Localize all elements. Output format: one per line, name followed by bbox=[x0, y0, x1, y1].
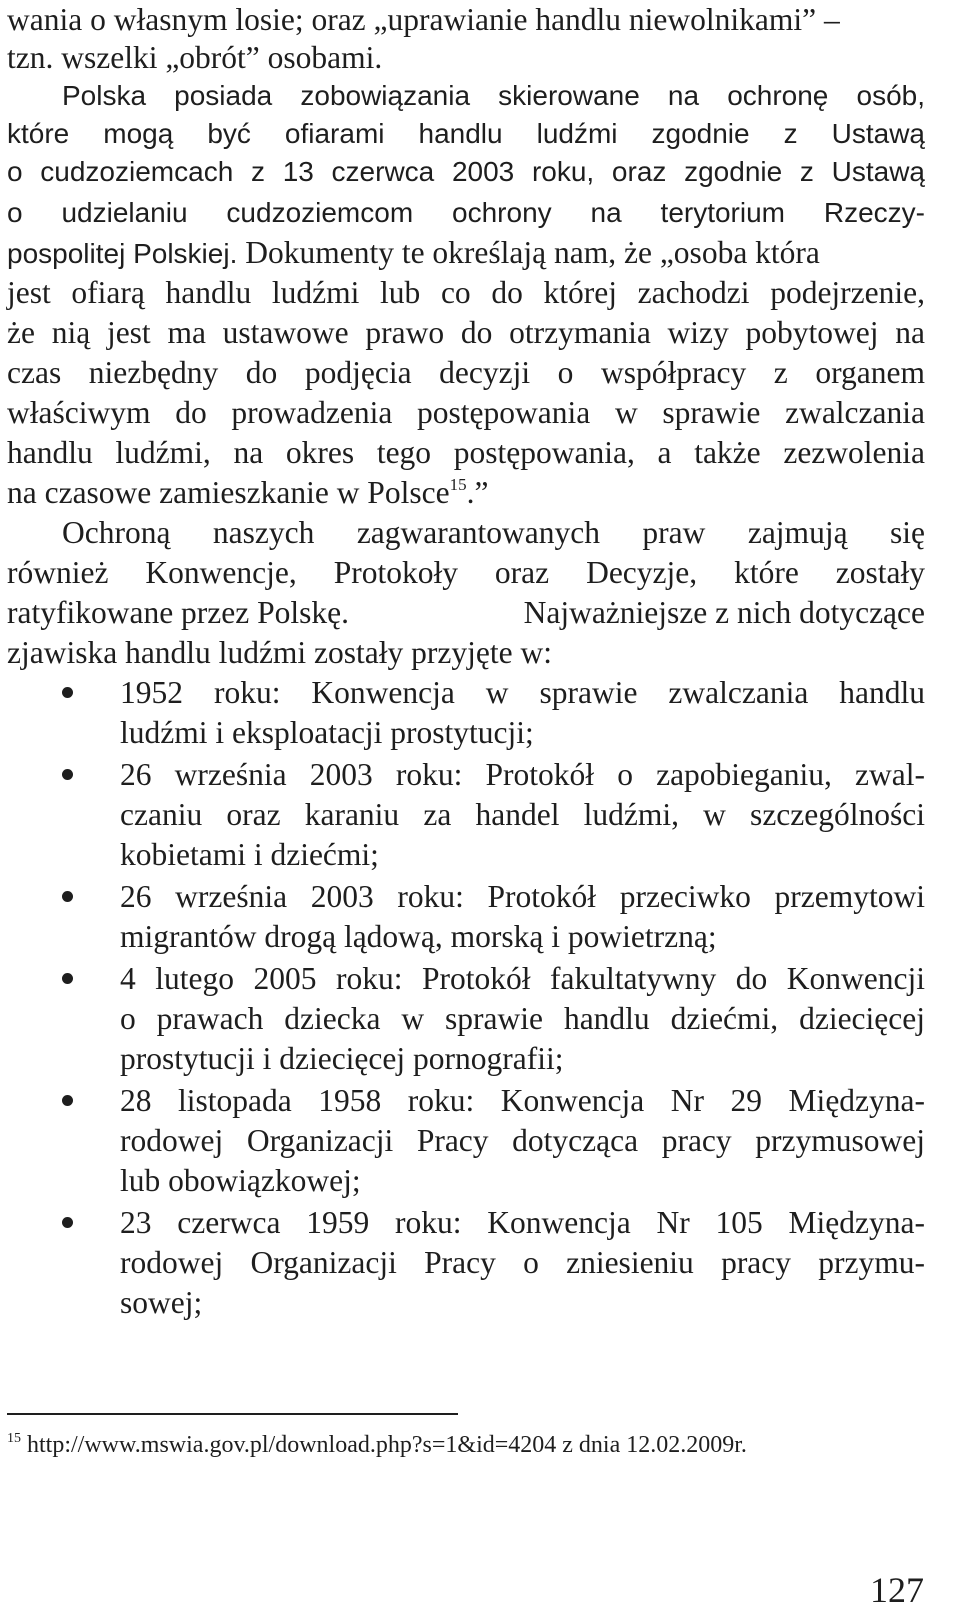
text-line: że nią jest ma ustawowe prawo do otrzymania wizy pobytowej na bbox=[7, 315, 925, 350]
list-item-line: 4 lutego 2005 roku: Protokół fakultatywny do Konwencji bbox=[120, 961, 925, 996]
list-item-line: rodowej Organizacji Pracy dotycząca pracy przymusowej bbox=[120, 1123, 925, 1158]
text-span: na czasowe zamieszkanie w Polsce bbox=[7, 475, 450, 510]
bullet-icon bbox=[62, 1217, 73, 1228]
list-item-line: rodowej Organizacji Pracy o zniesieniu pracy przymu- bbox=[120, 1245, 925, 1280]
text-span: .” bbox=[466, 475, 489, 510]
text-line bbox=[7, 233, 925, 274]
text-line: Polska posiada zobowiązania skierowane na ochronę osób, bbox=[62, 80, 925, 111]
bullet-icon bbox=[62, 891, 73, 902]
text-span: ratyfikowane przez Polskę. bbox=[7, 595, 349, 630]
footnote-marker: 15 bbox=[7, 1431, 21, 1446]
text-span: Dokumenty te określają nam, że „osoba która bbox=[245, 235, 820, 270]
text-span: Najważniejsze z nich dotyczące bbox=[523, 595, 925, 630]
bullet-icon bbox=[62, 1095, 73, 1106]
list-item-line: sowej; bbox=[120, 1285, 203, 1320]
list-item-line: ludźmi i eksploatacji prostytucji; bbox=[120, 715, 534, 750]
footnote bbox=[7, 1430, 747, 1460]
text-line: o udzielaniu cudzoziemcom ochrony na terytorium Rzeczy- bbox=[7, 197, 925, 228]
bullet-icon bbox=[62, 687, 73, 698]
list-item-line: 28 listopada 1958 roku: Konwencja Nr 29 Międzyna- bbox=[120, 1083, 925, 1118]
text-line: zjawiska handlu ludźmi zostały przyjęte w: bbox=[7, 635, 552, 670]
text-line bbox=[7, 473, 925, 513]
text-line: o cudzoziemcach z 13 czerwca 2003 roku, oraz zgodnie z Ustawą bbox=[7, 156, 925, 187]
list-item-line: migrantów drogą lądową, morską i powietrzną; bbox=[120, 919, 717, 954]
text-line: Ochroną naszych zagwarantowanych praw zajmują się bbox=[62, 515, 925, 550]
list-item-line: 1952 roku: Konwencja w sprawie zwalczania handlu bbox=[120, 675, 925, 710]
text-line bbox=[7, 593, 925, 633]
list-item-line: 23 czerwca 1959 roku: Konwencja Nr 105 Międzyna- bbox=[120, 1205, 925, 1240]
text-line: handlu ludźmi, na okres tego postępowania, a także zezwolenia bbox=[7, 435, 925, 470]
bullet-icon bbox=[62, 973, 73, 984]
text-span: pospolitej Polskiej. bbox=[7, 238, 238, 269]
footnote-separator bbox=[7, 1413, 458, 1415]
text-line: wania o własnym losie; oraz „uprawianie handlu niewolnikami” – bbox=[7, 2, 840, 37]
text-line: jest ofiarą handlu ludźmi lub co do której zachodzi podejrzenie, bbox=[7, 275, 925, 310]
text-line: właściwym do prowadzenia postępowania w sprawie zwalczania bbox=[7, 395, 925, 430]
list-item-line: 26 września 2003 roku: Protokół o zapobieganiu, zwal- bbox=[120, 757, 925, 792]
text-line: również Konwencje, Protokoły oraz Decyzje, które zostały bbox=[7, 555, 925, 590]
text-line: tzn. wszelki „obrót” osobami. bbox=[7, 40, 383, 75]
list-item-line: prostytucji i dziecięcej pornografii; bbox=[120, 1041, 564, 1076]
text-line: które mogą być ofiarami handlu ludźmi zgodnie z Ustawą bbox=[7, 118, 925, 149]
list-item-line: czaniu oraz karaniu za handel ludźmi, w szczególności bbox=[120, 797, 925, 832]
page-number: 127 bbox=[870, 1570, 924, 1610]
footnote-reference[interactable]: 15 bbox=[449, 475, 467, 494]
list-item-line: kobietami i dziećmi; bbox=[120, 837, 379, 872]
text-line: czas niezbędny do podjęcia decyzji o współpracy z organem bbox=[7, 355, 925, 390]
list-item-line: lub obowiązkowej; bbox=[120, 1163, 361, 1198]
footnote-link[interactable]: http://www.mswia.gov.pl/download.php?s=1&id=4204 z dnia 12.02.2009r. bbox=[27, 1432, 747, 1458]
list-item-line: 26 września 2003 roku: Protokół przeciwko przemytowi bbox=[120, 879, 925, 914]
list-item-line: o prawach dziecka w sprawie handlu dziećmi, dziecięcej bbox=[120, 1001, 925, 1036]
bullet-icon bbox=[62, 769, 73, 780]
